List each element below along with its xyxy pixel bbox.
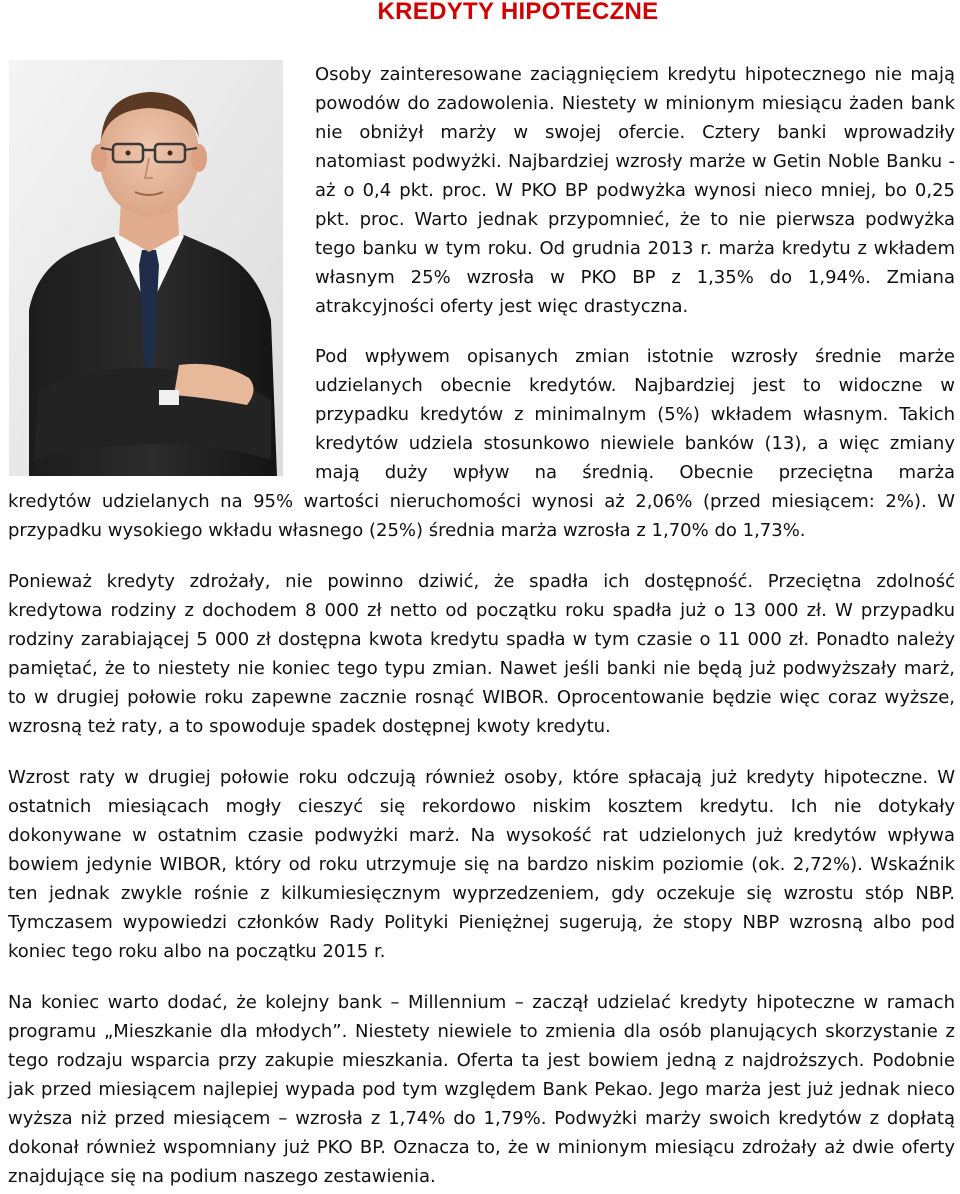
- paragraph-3: Ponieważ kredyty zdrożały, nie powinno dziwić, że spadła ich dostępność. Przeciętna zdolność kredytowa rodziny z dochodem 8 000 zł netto od początku roku spadła już o 13 000 zł. W przypadku rodziny zarabiającej 5 000 zł dostępna kwota kredytu spadła w tym czasie o 11 000 zł. Ponadto należy pamiętać, że to niestety nie koniec tego typu zmian. Nawet jeśli banki nie będą już podwyższały marż, to w drugiej połowie roku zapewne zacznie rosnąć WIBOR. Oprocentowanie będzie więc coraz wyższe, wzrosną też raty, a to spowoduje spadek dostępnej kwoty kredytu.: [8, 571, 955, 737]
- portrait-photo: [9, 60, 283, 476]
- paragraph-4: Wzrost raty w drugiej połowie roku odczują również osoby, które spłacają już kredyty hipoteczne. W ostatnich miesiącach mogły cieszyć się rekordowo niskim kosztem kredytu. Ich nie dotykały dokonywane w ostatnim czasie podwyżki marż. Na wysokość rat udzielonych już kredytów wpływa bowiem jedynie WIBOR, który od roku utrzymuje się na bardzo niskim poziomie (ok. 2,72%). Wskaźnik ten jednak zwykle rośnie z kilkumiesięcznym wyprzedzeniem, gdy oczekuje się wzrostu stóp NBP. Tymczasem wypowiedzi członków Rady Polityki Pieniężnej sugerują, że stopy NBP wzrosną albo pod koniec tego roku albo na początku 2015 r.: [8, 767, 955, 962]
- paragraph-2-part-2: kredytów udzielanych na 95% wartości nieruchomości wynosi aż 2,06% (przed miesiącem: 2%). W przypadku wysokiego wkładu własnego (25%) średnia marża wzrosła z 1,70% do 1,73%.: [8, 491, 955, 541]
- paragraph-2-part-1: Pod wpływem opisanych zmian istotnie wzrosły średnie marże udzielanych obecnie kredytów. Najbardziej jest to widoczne w przypadku kredytów z minimalnym (5%) wkładem własnym. Takich kredytów udziela stosunkowo niewiele banków (13), a więc zmiany mają duży wpływ na średnią. Obecnie przeciętna marża: [315, 346, 955, 483]
- paragraph-5: Na koniec warto dodać, że kolejny bank – Millennium – zaczął udzielać kredyty hipoteczne w ramach programu „Mieszkanie dla młodych”. Niestety niewiele to zmienia dla osób planujących skorzystanie z tego rodzaju wsparcia przy zakupie mieszkania. Oferta ta jest bowiem jedną z najdroższych. Podobnie jak przed miesiącem najlepiej wypada pod tym względem Bank Pekao. Jego marża jest już jednak nieco wyższa niż przed miesiącem – wzrosła z 1,74% do 1,79%. Podwyżki marży swoich kredytów z dopłatą dokonał również wspomniany już PKO BP. Oznacza to, że w minionym miesiącu zdrożały aż dwie oferty znajdujące się na podium naszego zestawienia.: [8, 992, 955, 1187]
- page-title: KREDYTY HIPOTECZNE: [377, 0, 659, 25]
- paragraph-1: Osoby zainteresowane zaciągnięciem kredytu hipotecznego nie mają powodów do zadowolenia. Niestety w minionym miesiącu żaden bank nie obniżył marży w swojej ofercie. Cztery banki wprowadziły natomiast podwyżki. Najbardziej wzrosły marże w Getin Noble Banku - aż o 0,4 pkt. proc. W PKO BP podwyżka wynosi nieco mniej, bo 0,25 pkt. proc. Warto jednak przypomnieć, że to nie pierwsza podwyżka tego banku w tym roku. Od grudnia 2013 r. marża kredytu z wkładem własnym 25% wzrosła w PKO BP z 1,35% do 1,94%. Zmiana atrakcyjności oferty jest więc drastyczna.: [315, 64, 955, 317]
